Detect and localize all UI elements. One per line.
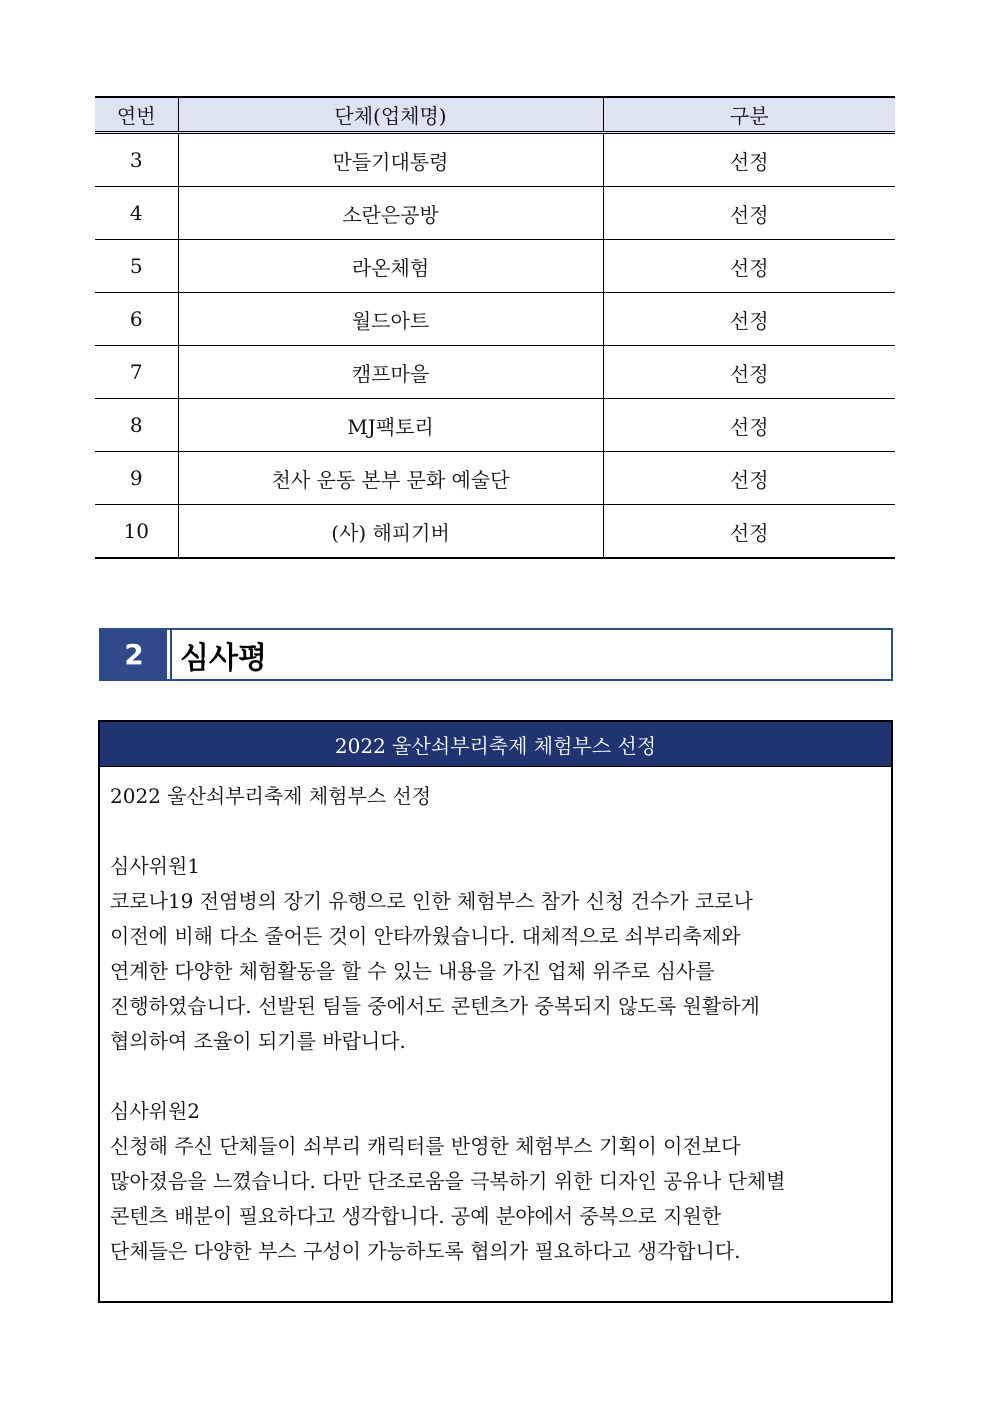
row-number: 6 (95, 293, 178, 346)
row-organization: 월드아트 (178, 293, 603, 346)
row-category: 선정 (603, 452, 895, 505)
row-number: 10 (95, 505, 178, 559)
row-category: 선정 (603, 346, 895, 399)
review-box (98, 720, 893, 1303)
row-organization: 캠프마을 (178, 346, 603, 399)
row-category: 선정 (603, 293, 895, 346)
reviewer2-line: 단체들은 다양한 부스 구성이 가능하도록 협의가 필요하다고 생각합니다. (110, 1239, 741, 1263)
row-organization: 소란은공방 (178, 187, 603, 240)
spacer (110, 814, 881, 849)
reviewer1-line: 진행하였습니다. 선발된 팀들 중에서도 콘텐츠가 중복되지 않도록 원활하게 (110, 994, 760, 1018)
table-row (95, 399, 895, 452)
row-number: 8 (95, 399, 178, 452)
reviewer2-name: 심사위원2 (110, 1099, 201, 1123)
selection-table (95, 96, 895, 559)
row-number: 4 (95, 187, 178, 240)
row-number: 5 (95, 240, 178, 293)
reviewer1-line: 이전에 비해 다소 줄어든 것이 안타까웠습니다. 대체적으로 쇠부리축제와 (110, 924, 741, 948)
table-row (95, 452, 895, 505)
reviewer2-line: 콘텐츠 배분이 필요하다고 생각합니다. 공예 분야에서 중복으로 지원한 (110, 1204, 722, 1228)
header-organization: 단체(업체명) (178, 97, 603, 133)
review-subtitle: 2022 울산쇠부리축제 체험부스 선정 (110, 784, 432, 808)
row-category: 선정 (603, 240, 895, 293)
table-header-row (95, 97, 895, 133)
spacer (110, 1059, 881, 1094)
header-number: 연번 (95, 97, 178, 133)
section-number: 2 (101, 630, 167, 679)
row-category: 선정 (603, 399, 895, 452)
reviewer1-line: 연계한 다양한 체험활동을 할 수 있는 내용을 가진 업체 위주로 심사를 (110, 959, 715, 983)
row-category: 선정 (603, 133, 895, 187)
table-row (95, 133, 895, 187)
row-category: 선정 (603, 505, 895, 559)
reviewer2-line: 많아졌음을 느꼈습니다. 다만 단조로움을 극복하기 위한 디자인 공유나 단체별 (110, 1169, 786, 1193)
table-row (95, 293, 895, 346)
reviewer1-line: 코로나19 전염병의 장기 유행으로 인한 체험부스 참가 신청 건수가 코로나 (110, 889, 753, 913)
table-row (95, 346, 895, 399)
section-title: 심사평 (170, 630, 891, 679)
row-category: 선정 (603, 187, 895, 240)
row-number: 9 (95, 452, 178, 505)
reviewer1-name: 심사위원1 (110, 854, 201, 878)
reviewer2-line: 신청해 주신 단체들이 쇠부리 캐릭터를 반영한 체험부스 기획이 이전보다 (110, 1134, 741, 1158)
review-box-body (100, 767, 891, 1269)
table-row (95, 187, 895, 240)
reviewer1-line: 협의하여 조율이 되기를 바랍니다. (110, 1029, 406, 1053)
section-header (99, 628, 893, 681)
table-row (95, 505, 895, 559)
review-box-header: 2022 울산쇠부리축제 체험부스 선정 (100, 722, 891, 767)
row-organization: 만들기대통령 (178, 133, 603, 187)
row-organization: 천사 운동 본부 문화 예술단 (178, 452, 603, 505)
row-organization: (사) 해피기버 (178, 505, 603, 559)
row-organization: MJ팩토리 (178, 399, 603, 452)
header-category: 구분 (603, 97, 895, 133)
table-row (95, 240, 895, 293)
row-number: 3 (95, 133, 178, 187)
row-number: 7 (95, 346, 178, 399)
row-organization: 라온체험 (178, 240, 603, 293)
